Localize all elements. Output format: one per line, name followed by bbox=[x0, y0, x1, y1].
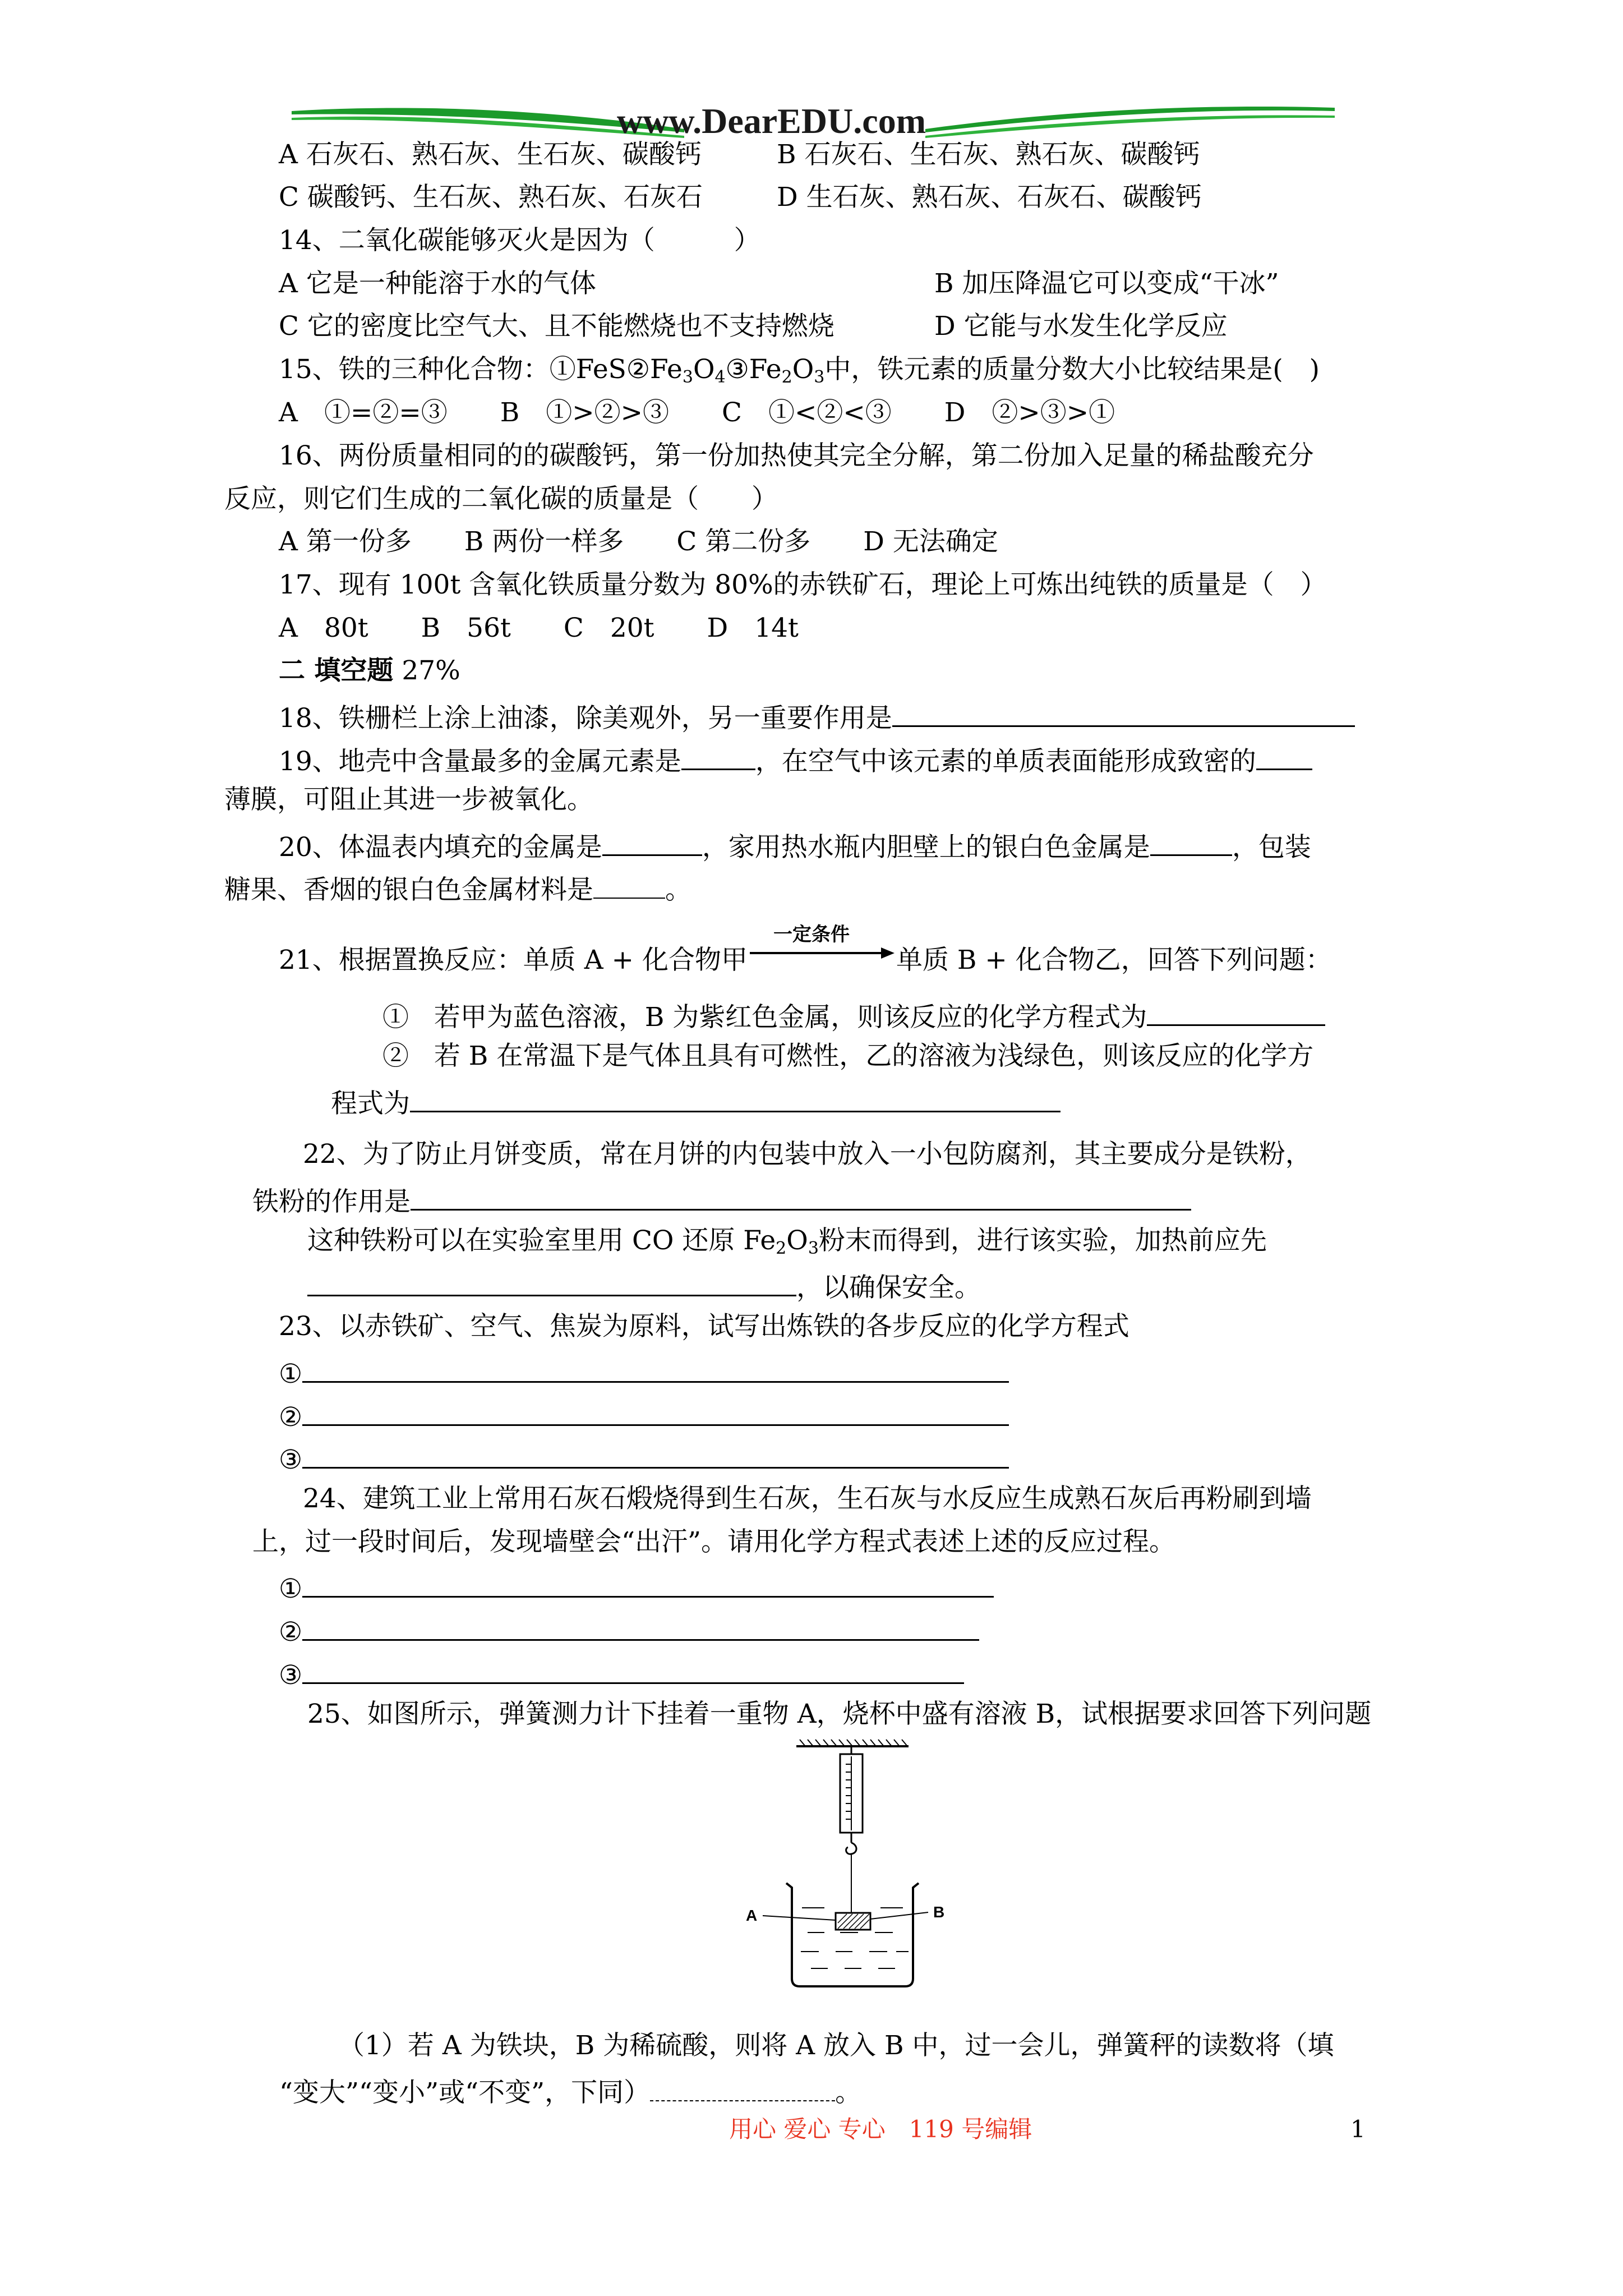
q25-sub1-line2: “变大”“变小”或“不变”，下同） 。 bbox=[279, 2076, 861, 2106]
q16-options: A 第一份多 B 两份一样多 C 第二份多 D 无法确定 bbox=[279, 526, 998, 557]
page-number: 1 bbox=[1350, 2115, 1366, 2143]
q13-option-c: C 碳酸钙、生石灰、熟石灰、石灰石 bbox=[279, 182, 703, 213]
q20-stem-line2: 糖果、香烟的银白色金属材料是 。 bbox=[224, 873, 691, 903]
q20-answer-blank-2[interactable] bbox=[1150, 830, 1232, 856]
reaction-condition-label: 一定条件 bbox=[773, 923, 850, 946]
q21-sub1-answer-blank[interactable] bbox=[1147, 1000, 1325, 1026]
q18-stem: 18、铁栅栏上涂上油漆，除美观外，另一重要作用是 bbox=[279, 701, 1355, 731]
q13-option-b: B 石灰石、生石灰、熟石灰、碳酸钙 bbox=[777, 139, 1200, 170]
label-a: A bbox=[746, 1907, 758, 1924]
spring-scale-beaker-figure bbox=[746, 1736, 959, 2017]
spring-scale-icon bbox=[840, 1746, 863, 1913]
q16-stem-line1: 16、两份质量相同的的碳酸钙，第一份加热使其完全分解，第二份加入足量的稀盐酸充分 bbox=[279, 440, 1314, 471]
q16-stem-line2: 反应，则它们生成的二氧化碳的质量是（ ） bbox=[224, 484, 778, 514]
q22-stem-line2: 铁粉的作用是 bbox=[252, 1184, 1191, 1215]
beaker-icon bbox=[786, 1883, 919, 1986]
label-b-leader bbox=[870, 1912, 928, 1919]
q25-stem: 25、如图所示，弹簧测力计下挂着一重物 A，烧杯中盛有溶液 B，试根据要求回答下列问题 bbox=[307, 1699, 1372, 1729]
q20-stem: 20、体温表内填充的金属是 ，家用热水瓶内胆壁上的银白色金属是 ，包装 bbox=[279, 830, 1311, 861]
q23-answer-blank-1[interactable] bbox=[302, 1356, 1009, 1383]
q23-answer-blank-2[interactable] bbox=[302, 1400, 1009, 1426]
q15-options: A ①=②=③ B ①>②>③ C ①<②<③ D ②>③>① bbox=[279, 397, 1115, 428]
q17-stem: 17、现有 100t 含氧化铁质量分数为 80%的赤铁矿石，理论上可炼出纯铁的质量是（ ） bbox=[279, 569, 1327, 600]
apparatus-diagram bbox=[746, 1736, 959, 2017]
q23-answer-blank-3[interactable] bbox=[302, 1442, 1009, 1469]
q23-line-1: ① bbox=[279, 1356, 1009, 1387]
q21-sub2-line2: 程式为 bbox=[331, 1086, 1061, 1117]
q19-answer-blank-1[interactable] bbox=[681, 744, 755, 770]
q22-answer-blank-2[interactable] bbox=[307, 1270, 796, 1296]
q25-sub1-answer-blank[interactable] bbox=[650, 2076, 835, 2101]
q14-option-a: A 它是一种能溶于水的气体 bbox=[279, 268, 596, 299]
section-title: 二 填空题 27% bbox=[279, 655, 460, 686]
q24-stem-line1: 24、建筑工业上常用石灰石煅烧得到生石灰，生石灰与水反应生成熟石灰后再粉刷到墙 bbox=[303, 1483, 1312, 1514]
q13-option-a: A 石灰石、熟石灰、生石灰、碳酸钙 bbox=[279, 139, 702, 170]
right-arrow-icon bbox=[748, 944, 896, 969]
q21-stem: 21、根据置换反应：单质 A + 化合物甲 一定条件 单质 B + 化合物乙，回答下列问题： bbox=[279, 923, 1332, 976]
ceiling-support-icon bbox=[796, 1740, 909, 1746]
label-b: B bbox=[933, 1903, 945, 1921]
q22-answer-blank-1[interactable] bbox=[411, 1184, 1191, 1211]
q20-answer-blank-1[interactable] bbox=[602, 830, 702, 856]
q13-option-d: D 生石灰、熟石灰、石灰石、碳酸钙 bbox=[777, 182, 1202, 213]
q24-answer-blank-1[interactable] bbox=[302, 1571, 994, 1598]
q21-sub2-answer-blank[interactable] bbox=[410, 1086, 1061, 1112]
label-a-leader bbox=[763, 1916, 836, 1920]
footer-text: 用心 爱心 专心 119 号编辑 bbox=[729, 2115, 1032, 2143]
q24-answer-blank-3[interactable] bbox=[302, 1658, 964, 1684]
q22-stem-line3: 这种铁粉可以在实验室里用 CO 还原 $Fe_2O_3$粉末而得到，进行该实验，加热前应先 bbox=[307, 1225, 1267, 1258]
q20-answer-blank-3[interactable] bbox=[593, 873, 665, 899]
q19-answer-blank-2[interactable] bbox=[1256, 744, 1312, 770]
q14-option-d: D 它能与水发生化学反应 bbox=[934, 311, 1228, 342]
q24-line-1: ① bbox=[279, 1571, 994, 1602]
q22-stem-line4: ，以确保安全。 bbox=[307, 1270, 981, 1301]
q25-sub1-line1: （1）若 A 为铁块，B 为稀硫酸，则将 A 放入 B 中，过一会儿，弹簧秤的读数将（填 bbox=[338, 2030, 1334, 2061]
site-name[interactable]: www.DearEDU.com bbox=[617, 101, 926, 141]
q14-stem: 14、二氧化碳能够灭火是因为（ ） bbox=[279, 225, 760, 256]
q21-sub2: ② 若 B 在常温下是气体且具有可燃性，乙的溶液为浅绿色，则该反应的化学方 bbox=[382, 1041, 1314, 1071]
q17-options: A 80t B 56t C 20t D 14t bbox=[279, 613, 799, 643]
q14-option-c: C 它的密度比空气大、且不能燃烧也不支持燃烧 bbox=[279, 311, 834, 342]
q24-stem-line2: 上，过一段时间后，发现墙壁会“出汗”。请用化学方程式表述上述的反应过程。 bbox=[252, 1526, 1176, 1557]
q21-sub1: ① 若甲为蓝色溶液，B 为紫红色金属，则该反应的化学方程式为 bbox=[382, 1000, 1325, 1030]
q24-line-2: ② bbox=[279, 1614, 979, 1645]
q23-line-3: ③ bbox=[279, 1442, 1009, 1473]
q22-stem-line1: 22、为了防止月饼变质，常在月饼的内包装中放入一小包防腐剂，其主要成分是铁粉， bbox=[303, 1139, 1312, 1170]
reaction-arrow bbox=[748, 923, 896, 969]
iron-block-icon bbox=[836, 1913, 870, 1930]
q23-stem: 23、以赤铁矿、空气、焦炭为原料，试写出炼铁的各步反应的化学方程式 bbox=[279, 1311, 1129, 1342]
q19-stem: 19、地壳中含量最多的金属元素是 ，在空气中该元素的单质表面能形成致密的 bbox=[279, 744, 1312, 775]
q18-answer-blank[interactable] bbox=[892, 701, 1355, 727]
q15-stem: 15、铁的三种化合物：$①FeS②Fe_3O_4③Fe_2O_3$中，铁元素的质量分数大小比较结果是( ) bbox=[279, 354, 1320, 387]
q24-line-3: ③ bbox=[279, 1658, 964, 1688]
q14-option-b: B 加压降温它可以变成“干冰” bbox=[934, 268, 1279, 299]
q24-answer-blank-2[interactable] bbox=[302, 1614, 979, 1641]
q23-line-2: ② bbox=[279, 1400, 1009, 1430]
q19-stem-line2: 薄膜，可阻止其进一步被氧化。 bbox=[224, 784, 593, 815]
